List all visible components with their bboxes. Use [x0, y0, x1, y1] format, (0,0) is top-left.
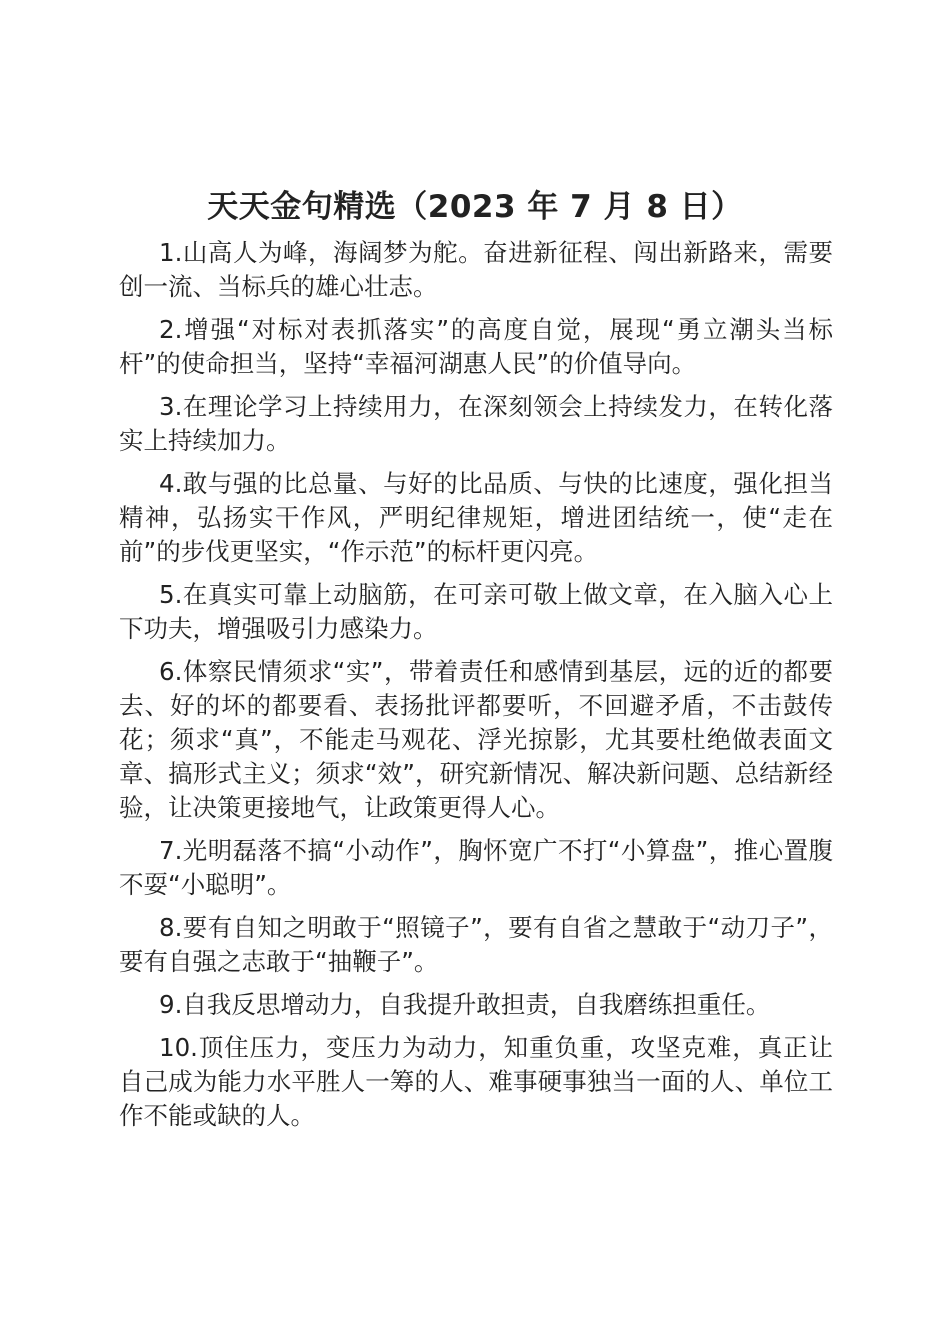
- quote-paragraph-4: 4.敢与强的比总量、与好的比品质、与快的比速度，强化担当精神，弘扬实干作风，严明纪律规矩，增进团结统一，使“走在前”的步伐更坚实，“作示范”的标杆更闪亮。: [119, 469, 833, 566]
- quote-paragraph-2: 2.增强“对标对表抓落实”的高度自觉，展现“勇立潮头当标杆”的使命担当，坚持“幸福河湖惠人民”的价值导向。: [119, 315, 833, 378]
- quote-paragraph-3: 3.在理论学习上持续用力，在深刻领会上持续发力，在转化落实上持续加力。: [119, 392, 833, 455]
- quote-paragraph-5: 5.在真实可靠上动脑筋，在可亲可敬上做文章，在入脑入心上下功夫，增强吸引力感染力。: [119, 580, 833, 643]
- quote-paragraph-6: 6.体察民情须求“实”，带着责任和感情到基层，远的近的都要去、好的坏的都要看、表扬批评都要听，不回避矛盾，不击鼓传花；须求“真”，不能走马观花、浮光掠影，尤其要杜绝做表面文章、搞形式主义；须求“效”，研究新情况、解决新问题、总结新经验，让决策更接地气，让政策更得人心。: [119, 657, 833, 822]
- document-title: 天天金句精选（2023 年 7 月 8 日）: [207, 189, 743, 225]
- quote-paragraph-7: 7.光明磊落不搞“小动作”，胸怀宽广不打“小算盘”，推心置腹不耍“小聪明”。: [119, 836, 833, 899]
- quote-paragraph-8: 8.要有自知之明敢于“照镜子”，要有自省之慧敢于“动刀子”，要有自强之志敢于“抽鞭子”。: [119, 913, 833, 976]
- document-body: [119, 236, 833, 1142]
- quote-paragraph-1: 1.山高人为峰，海阔梦为舵。奋进新征程、闯出新路来，需要创一流、当标兵的雄心壮志。: [119, 238, 833, 301]
- quote-paragraph-10: 10.顶住压力，变压力为动力，知重负重，攻坚克难，真正让自己成为能力水平胜人一筹的人、难事硬事独当一面的人、单位工作不能或缺的人。: [119, 1033, 833, 1130]
- quote-paragraph-9: 9.自我反思增动力，自我提升敢担责，自我磨练担重任。: [159, 990, 771, 1019]
